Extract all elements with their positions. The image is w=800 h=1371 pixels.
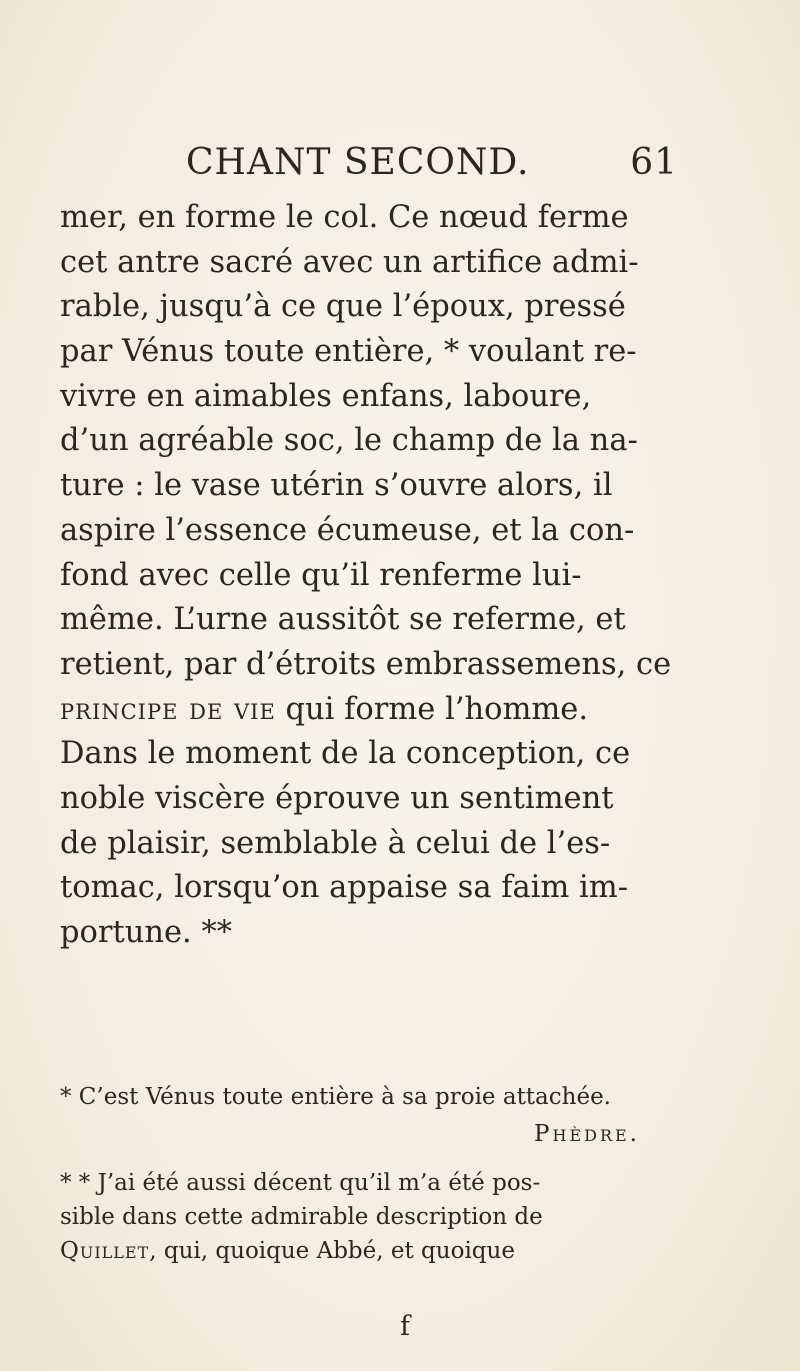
text-line: de plaisir, semblable à celui de l’es- xyxy=(60,825,611,861)
text-line: retient, par d’étroits embrassemens, ce xyxy=(60,646,672,682)
footnote-2-line: * * J’ai été aussi décent qu’il m’a été pos- xyxy=(60,1170,541,1196)
text-line: rable, jusqu’à ce que l’époux, pressé xyxy=(60,289,626,325)
text-line: ture : le vase utérin s’ouvre alors, il xyxy=(60,468,613,504)
text-line xyxy=(60,688,740,733)
text-line: aspire l’essence écumeuse, et la con- xyxy=(60,512,635,548)
footnote-2-line: sible dans cette admirable description de xyxy=(60,1204,543,1230)
footnote-1-attribution: Phèdre. xyxy=(534,1121,640,1147)
text-line: par Vénus toute entière, * voulant re- xyxy=(60,334,637,370)
text-fragment: qui forme l’homme. xyxy=(275,691,589,727)
text-line: mer, en forme le col. Ce nœud ferme xyxy=(60,200,629,235)
text-fragment: , qui, quoique Abbé, et quoique xyxy=(149,1238,515,1264)
text-line: cet antre sacré avec un artifice admi- xyxy=(60,244,639,280)
footnote-1: * C’est Vénus toute entière à sa proie attachée. xyxy=(60,1084,611,1110)
main-text xyxy=(60,196,740,956)
footnotes xyxy=(60,1080,740,1268)
text-line: d’un agréable soc, le champ de la na- xyxy=(60,423,638,459)
running-title: CHANT SECOND. xyxy=(186,142,530,183)
text-line: même. L’urne aussitôt se referme, et xyxy=(60,602,626,638)
text-line: Dans le moment de la conception, ce xyxy=(60,736,631,772)
text-line: noble viscère éprouve un sentiment xyxy=(60,780,614,816)
text-line: vivre en aimables enfans, laboure, xyxy=(60,378,592,414)
text-line: tomac, lorsqu’on appaise sa faim im- xyxy=(60,870,629,906)
text-line: portune. ** xyxy=(60,915,232,950)
smallcaps-phrase: principe de vie xyxy=(60,691,276,727)
footnote-2-line xyxy=(60,1234,740,1268)
text-line: fond avec celle qu’il renferme lui- xyxy=(60,557,582,593)
page-number: 61 xyxy=(630,142,678,183)
running-head xyxy=(186,138,686,188)
signature-mark: f xyxy=(400,1311,410,1342)
author-name: Quillet xyxy=(60,1238,150,1264)
